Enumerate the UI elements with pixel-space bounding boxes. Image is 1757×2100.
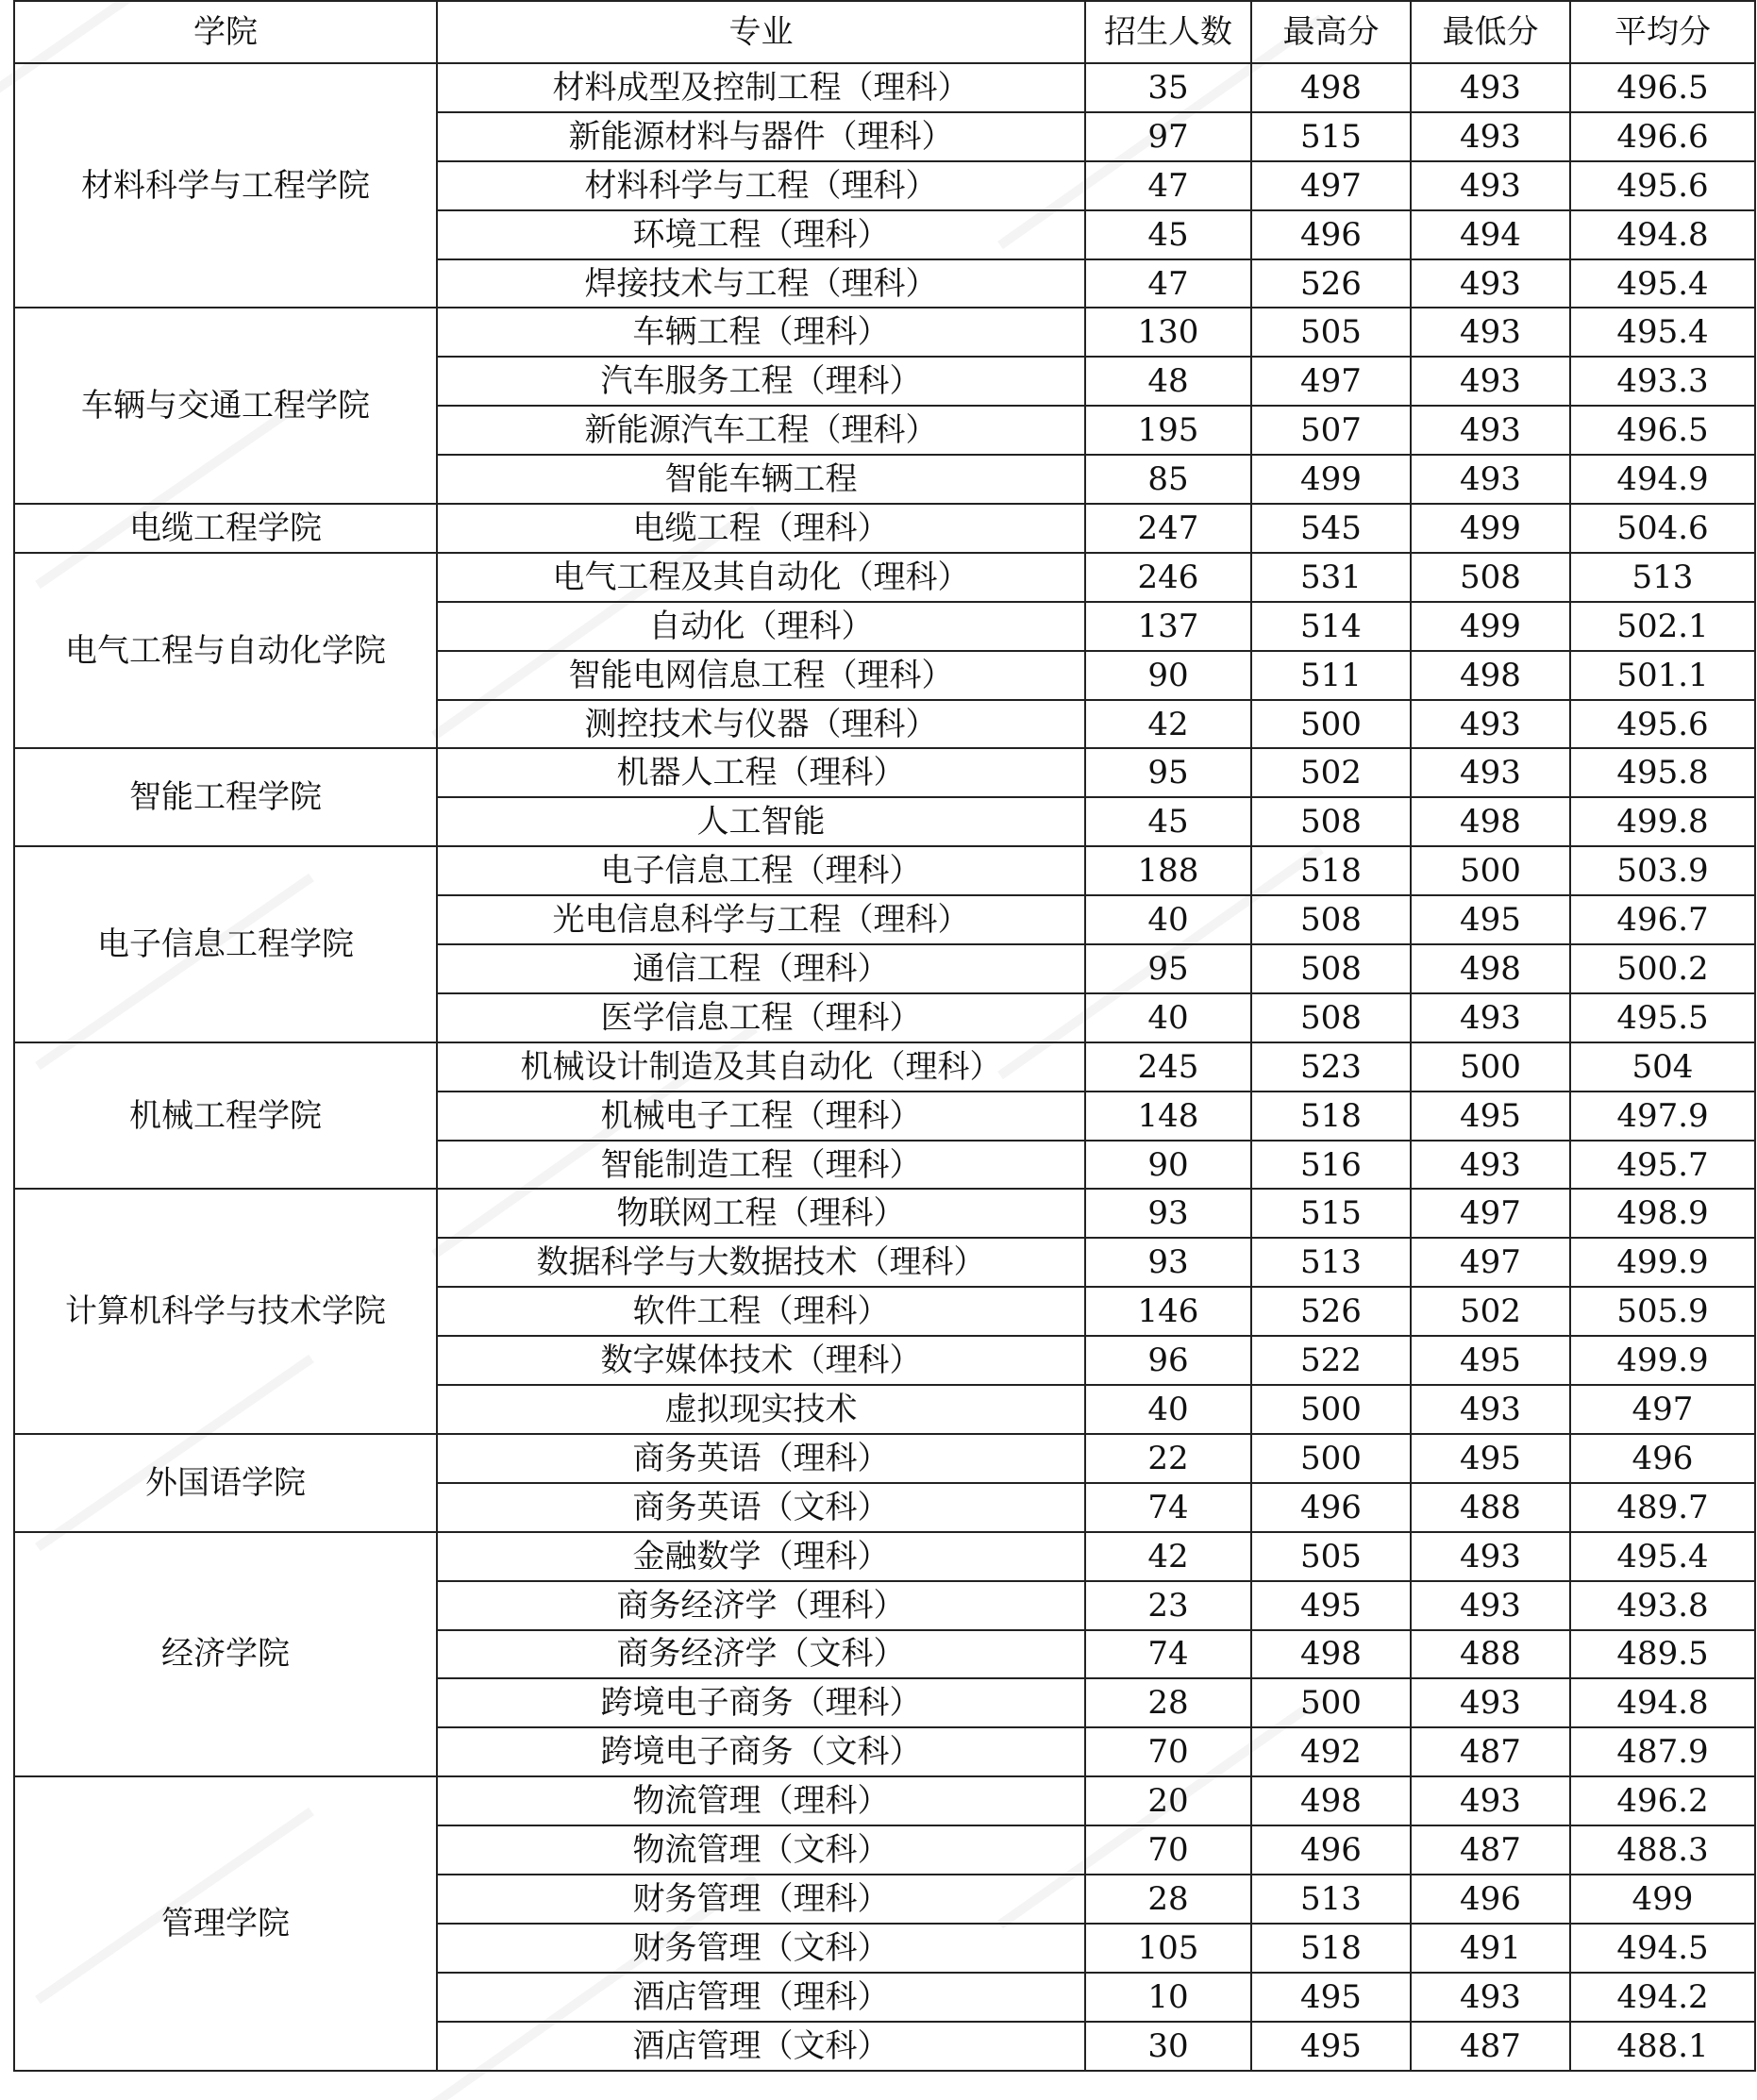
avg-score-cell: 495.4 (1570, 259, 1755, 308)
min-score-cell: 496 (1411, 1875, 1570, 1924)
enrollment-cell: 23 (1085, 1581, 1251, 1630)
enrollment-cell: 93 (1085, 1189, 1251, 1238)
table-row (14, 1042, 1755, 1092)
college-cell: 经济学院 (14, 1532, 437, 1776)
max-score-cell: 518 (1251, 846, 1411, 895)
enrollment-cell: 93 (1085, 1238, 1251, 1287)
major-cell: 物联网工程（理科） (437, 1189, 1085, 1238)
major-cell: 新能源材料与器件（理科） (437, 112, 1085, 161)
avg-score-cell: 499.9 (1570, 1336, 1755, 1385)
enrollment-cell: 246 (1085, 553, 1251, 602)
avg-score-cell: 495.7 (1570, 1141, 1755, 1190)
avg-score-cell: 487.9 (1570, 1727, 1755, 1776)
major-cell: 跨境电子商务（文科） (437, 1727, 1085, 1776)
max-score-cell: 522 (1251, 1336, 1411, 1385)
major-cell: 车辆工程（理科） (437, 308, 1085, 357)
avg-score-cell: 493.3 (1570, 357, 1755, 406)
table-row (14, 308, 1755, 357)
college-cell: 外国语学院 (14, 1434, 437, 1532)
header-college: 学院 (14, 1, 437, 63)
max-score-cell: 495 (1251, 1581, 1411, 1630)
header-row (14, 1, 1755, 63)
enrollment-cell: 74 (1085, 1630, 1251, 1679)
enrollment-cell: 130 (1085, 308, 1251, 357)
max-score-cell: 508 (1251, 895, 1411, 944)
min-score-cell: 491 (1411, 1924, 1570, 1973)
max-score-cell: 516 (1251, 1141, 1411, 1190)
avg-score-cell: 495.6 (1570, 700, 1755, 749)
enrollment-cell: 45 (1085, 210, 1251, 259)
major-cell: 智能制造工程（理科） (437, 1141, 1085, 1190)
max-score-cell: 500 (1251, 1434, 1411, 1483)
avg-score-cell: 505.9 (1570, 1287, 1755, 1336)
min-score-cell: 500 (1411, 846, 1570, 895)
major-cell: 人工智能 (437, 797, 1085, 846)
college-cell: 计算机科学与技术学院 (14, 1189, 437, 1433)
min-score-cell: 488 (1411, 1630, 1570, 1679)
max-score-cell: 526 (1251, 1287, 1411, 1336)
max-score-cell: 505 (1251, 1532, 1411, 1581)
max-score-cell: 515 (1251, 1189, 1411, 1238)
max-score-cell: 515 (1251, 112, 1411, 161)
max-score-cell: 499 (1251, 455, 1411, 504)
enrollment-cell: 95 (1085, 748, 1251, 797)
table-row (14, 1532, 1755, 1581)
major-cell: 财务管理（文科） (437, 1924, 1085, 1973)
max-score-cell: 495 (1251, 2022, 1411, 2071)
avg-score-cell: 495.4 (1570, 308, 1755, 357)
max-score-cell: 498 (1251, 63, 1411, 112)
avg-score-cell: 499.8 (1570, 797, 1755, 846)
major-cell: 金融数学（理科） (437, 1532, 1085, 1581)
enrollment-cell: 74 (1085, 1483, 1251, 1532)
max-score-cell: 523 (1251, 1042, 1411, 1092)
max-score-cell: 505 (1251, 308, 1411, 357)
college-cell: 智能工程学院 (14, 748, 437, 846)
major-cell: 电缆工程（理科） (437, 504, 1085, 553)
enrollment-cell: 30 (1085, 2022, 1251, 2071)
avg-score-cell: 495.6 (1570, 161, 1755, 210)
min-score-cell: 493 (1411, 455, 1570, 504)
admission-score-table (13, 0, 1756, 2072)
avg-score-cell: 503.9 (1570, 846, 1755, 895)
max-score-cell: 518 (1251, 1924, 1411, 1973)
major-cell: 医学信息工程（理科） (437, 993, 1085, 1042)
min-score-cell: 499 (1411, 602, 1570, 651)
avg-score-cell: 488.1 (1570, 2022, 1755, 2071)
min-score-cell: 495 (1411, 1092, 1570, 1141)
header-max-score: 最高分 (1251, 1, 1411, 63)
college-cell: 电气工程与自动化学院 (14, 553, 437, 749)
max-score-cell: 507 (1251, 406, 1411, 455)
enrollment-cell: 47 (1085, 161, 1251, 210)
max-score-cell: 518 (1251, 1092, 1411, 1141)
avg-score-cell: 504 (1570, 1042, 1755, 1092)
max-score-cell: 496 (1251, 1825, 1411, 1875)
max-score-cell: 498 (1251, 1630, 1411, 1679)
enrollment-cell: 70 (1085, 1727, 1251, 1776)
table-row (14, 63, 1755, 112)
enrollment-cell: 42 (1085, 1532, 1251, 1581)
min-score-cell: 493 (1411, 700, 1570, 749)
major-cell: 智能电网信息工程（理科） (437, 651, 1085, 700)
table-row (14, 846, 1755, 895)
min-score-cell: 495 (1411, 895, 1570, 944)
max-score-cell: 531 (1251, 553, 1411, 602)
enrollment-cell: 48 (1085, 357, 1251, 406)
max-score-cell: 500 (1251, 1385, 1411, 1434)
table-row (14, 504, 1755, 553)
major-cell: 通信工程（理科） (437, 944, 1085, 993)
college-cell: 电子信息工程学院 (14, 846, 437, 1042)
major-cell: 虚拟现实技术 (437, 1385, 1085, 1434)
header-min-score: 最低分 (1411, 1, 1570, 63)
avg-score-cell: 495.8 (1570, 748, 1755, 797)
enrollment-cell: 42 (1085, 700, 1251, 749)
major-cell: 机械电子工程（理科） (437, 1092, 1085, 1141)
enrollment-cell: 28 (1085, 1678, 1251, 1727)
min-score-cell: 502 (1411, 1287, 1570, 1336)
enrollment-cell: 188 (1085, 846, 1251, 895)
min-score-cell: 493 (1411, 1581, 1570, 1630)
table-row (14, 1776, 1755, 1825)
avg-score-cell: 494.8 (1570, 210, 1755, 259)
max-score-cell: 498 (1251, 1776, 1411, 1825)
avg-score-cell: 504.6 (1570, 504, 1755, 553)
min-score-cell: 497 (1411, 1189, 1570, 1238)
max-score-cell: 492 (1251, 1727, 1411, 1776)
enrollment-cell: 22 (1085, 1434, 1251, 1483)
major-cell: 商务经济学（文科） (437, 1630, 1085, 1679)
avg-score-cell: 489.5 (1570, 1630, 1755, 1679)
enrollment-cell: 146 (1085, 1287, 1251, 1336)
enrollment-cell: 245 (1085, 1042, 1251, 1092)
major-cell: 机器人工程（理科） (437, 748, 1085, 797)
avg-score-cell: 499 (1570, 1875, 1755, 1924)
major-cell: 酒店管理（文科） (437, 2022, 1085, 2071)
max-score-cell: 497 (1251, 161, 1411, 210)
major-cell: 物流管理（文科） (437, 1825, 1085, 1875)
major-cell: 电子信息工程（理科） (437, 846, 1085, 895)
major-cell: 测控技术与仪器（理科） (437, 700, 1085, 749)
enrollment-cell: 45 (1085, 797, 1251, 846)
max-score-cell: 511 (1251, 651, 1411, 700)
college-cell: 车辆与交通工程学院 (14, 308, 437, 504)
major-cell: 物流管理（理科） (437, 1776, 1085, 1825)
major-cell: 商务经济学（理科） (437, 1581, 1085, 1630)
avg-score-cell: 495.4 (1570, 1532, 1755, 1581)
min-score-cell: 493 (1411, 1973, 1570, 2022)
max-score-cell: 508 (1251, 797, 1411, 846)
max-score-cell: 545 (1251, 504, 1411, 553)
enrollment-cell: 137 (1085, 602, 1251, 651)
max-score-cell: 526 (1251, 259, 1411, 308)
major-cell: 材料科学与工程（理科） (437, 161, 1085, 210)
enrollment-cell: 20 (1085, 1776, 1251, 1825)
min-score-cell: 499 (1411, 504, 1570, 553)
avg-score-cell: 494.9 (1570, 455, 1755, 504)
major-cell: 软件工程（理科） (437, 1287, 1085, 1336)
min-score-cell: 493 (1411, 993, 1570, 1042)
enrollment-cell: 40 (1085, 1385, 1251, 1434)
max-score-cell: 495 (1251, 1973, 1411, 2022)
min-score-cell: 493 (1411, 63, 1570, 112)
min-score-cell: 493 (1411, 161, 1570, 210)
major-cell: 财务管理（理科） (437, 1875, 1085, 1924)
enrollment-cell: 35 (1085, 63, 1251, 112)
avg-score-cell: 494.8 (1570, 1678, 1755, 1727)
major-cell: 跨境电子商务（理科） (437, 1678, 1085, 1727)
enrollment-cell: 90 (1085, 651, 1251, 700)
min-score-cell: 487 (1411, 1825, 1570, 1875)
major-cell: 智能车辆工程 (437, 455, 1085, 504)
min-score-cell: 493 (1411, 112, 1570, 161)
avg-score-cell: 499.9 (1570, 1238, 1755, 1287)
table-row (14, 553, 1755, 602)
min-score-cell: 493 (1411, 1141, 1570, 1190)
enrollment-cell: 85 (1085, 455, 1251, 504)
avg-score-cell: 489.7 (1570, 1483, 1755, 1532)
avg-score-cell: 496.6 (1570, 112, 1755, 161)
enrollment-cell: 105 (1085, 1924, 1251, 1973)
major-cell: 环境工程（理科） (437, 210, 1085, 259)
max-score-cell: 500 (1251, 1678, 1411, 1727)
enrollment-cell: 96 (1085, 1336, 1251, 1385)
enrollment-cell: 247 (1085, 504, 1251, 553)
min-score-cell: 493 (1411, 308, 1570, 357)
min-score-cell: 494 (1411, 210, 1570, 259)
avg-score-cell: 496.2 (1570, 1776, 1755, 1825)
major-cell: 汽车服务工程（理科） (437, 357, 1085, 406)
college-cell: 材料科学与工程学院 (14, 63, 437, 308)
avg-score-cell: 497.9 (1570, 1092, 1755, 1141)
min-score-cell: 497 (1411, 1238, 1570, 1287)
enrollment-cell: 40 (1085, 895, 1251, 944)
enrollment-cell: 70 (1085, 1825, 1251, 1875)
min-score-cell: 493 (1411, 259, 1570, 308)
avg-score-cell: 493.8 (1570, 1581, 1755, 1630)
enrollment-cell: 195 (1085, 406, 1251, 455)
college-cell: 管理学院 (14, 1776, 437, 2070)
max-score-cell: 508 (1251, 993, 1411, 1042)
avg-score-cell: 502.1 (1570, 602, 1755, 651)
avg-score-cell: 497 (1570, 1385, 1755, 1434)
college-cell: 机械工程学院 (14, 1042, 437, 1190)
max-score-cell: 508 (1251, 944, 1411, 993)
min-score-cell: 487 (1411, 2022, 1570, 2071)
header-major: 专业 (437, 1, 1085, 63)
min-score-cell: 487 (1411, 1727, 1570, 1776)
enrollment-cell: 95 (1085, 944, 1251, 993)
avg-score-cell: 496.7 (1570, 895, 1755, 944)
max-score-cell: 502 (1251, 748, 1411, 797)
major-cell: 电气工程及其自动化（理科） (437, 553, 1085, 602)
header-avg-score: 平均分 (1570, 1, 1755, 63)
avg-score-cell: 496.5 (1570, 63, 1755, 112)
table-body (14, 63, 1755, 2071)
min-score-cell: 493 (1411, 406, 1570, 455)
max-score-cell: 514 (1251, 602, 1411, 651)
major-cell: 酒店管理（理科） (437, 1973, 1085, 2022)
max-score-cell: 496 (1251, 1483, 1411, 1532)
enrollment-cell: 47 (1085, 259, 1251, 308)
major-cell: 商务英语（文科） (437, 1483, 1085, 1532)
min-score-cell: 498 (1411, 651, 1570, 700)
min-score-cell: 493 (1411, 1776, 1570, 1825)
table-row (14, 748, 1755, 797)
major-cell: 焊接技术与工程（理科） (437, 259, 1085, 308)
min-score-cell: 495 (1411, 1336, 1570, 1385)
min-score-cell: 493 (1411, 748, 1570, 797)
major-cell: 自动化（理科） (437, 602, 1085, 651)
avg-score-cell: 496 (1570, 1434, 1755, 1483)
avg-score-cell: 496.5 (1570, 406, 1755, 455)
avg-score-cell: 495.5 (1570, 993, 1755, 1042)
min-score-cell: 500 (1411, 1042, 1570, 1092)
enrollment-cell: 90 (1085, 1141, 1251, 1190)
avg-score-cell: 488.3 (1570, 1825, 1755, 1875)
min-score-cell: 495 (1411, 1434, 1570, 1483)
max-score-cell: 500 (1251, 700, 1411, 749)
major-cell: 商务英语（理科） (437, 1434, 1085, 1483)
avg-score-cell: 501.1 (1570, 651, 1755, 700)
min-score-cell: 493 (1411, 1678, 1570, 1727)
college-cell: 电缆工程学院 (14, 504, 437, 553)
min-score-cell: 498 (1411, 797, 1570, 846)
avg-score-cell: 494.5 (1570, 1924, 1755, 1973)
max-score-cell: 497 (1251, 357, 1411, 406)
major-cell: 数字媒体技术（理科） (437, 1336, 1085, 1385)
major-cell: 机械设计制造及其自动化（理科） (437, 1042, 1085, 1092)
max-score-cell: 513 (1251, 1875, 1411, 1924)
table-row (14, 1189, 1755, 1238)
table-row (14, 1434, 1755, 1483)
min-score-cell: 508 (1411, 553, 1570, 602)
enrollment-cell: 97 (1085, 112, 1251, 161)
min-score-cell: 488 (1411, 1483, 1570, 1532)
enrollment-cell: 28 (1085, 1875, 1251, 1924)
enrollment-cell: 10 (1085, 1973, 1251, 2022)
major-cell: 数据科学与大数据技术（理科） (437, 1238, 1085, 1287)
max-score-cell: 513 (1251, 1238, 1411, 1287)
avg-score-cell: 498.9 (1570, 1189, 1755, 1238)
avg-score-cell: 500.2 (1570, 944, 1755, 993)
enrollment-cell: 40 (1085, 993, 1251, 1042)
major-cell: 新能源汽车工程（理科） (437, 406, 1085, 455)
min-score-cell: 493 (1411, 1385, 1570, 1434)
avg-score-cell: 494.2 (1570, 1973, 1755, 2022)
max-score-cell: 496 (1251, 210, 1411, 259)
major-cell: 光电信息科学与工程（理科） (437, 895, 1085, 944)
enrollment-cell: 148 (1085, 1092, 1251, 1141)
avg-score-cell: 513 (1570, 553, 1755, 602)
min-score-cell: 493 (1411, 1532, 1570, 1581)
header-enrollment: 招生人数 (1085, 1, 1251, 63)
min-score-cell: 498 (1411, 944, 1570, 993)
major-cell: 材料成型及控制工程（理科） (437, 63, 1085, 112)
min-score-cell: 493 (1411, 357, 1570, 406)
